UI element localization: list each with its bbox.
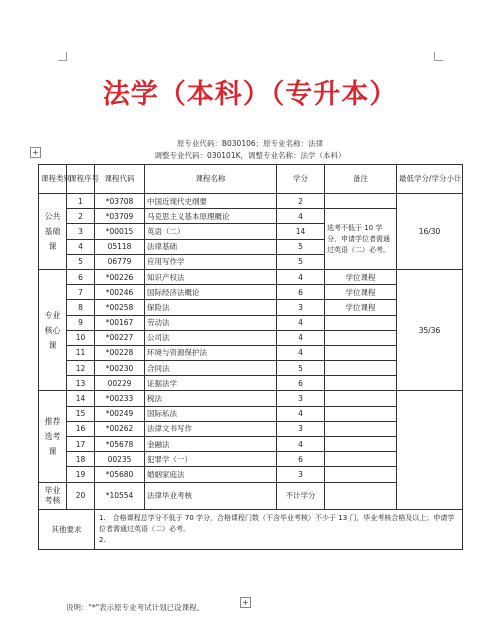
table-row: 12 *00230 合同法 5 [39, 361, 463, 376]
original-major-line: 原专业代码：B030106；原专业名称：法律 [176, 139, 324, 148]
table-row: 19 *05680 婚姻家庭法 3 [39, 467, 463, 482]
note-cell [325, 452, 397, 467]
table-header-row [39, 165, 463, 194]
header-min-credit: 最低学分/学分小计 [397, 165, 463, 194]
table-row: 4 05118 法律基础 5 [39, 239, 463, 254]
adjusted-major-line: 调整专业代码：030101K，调整专业名称：法学（本科） [154, 151, 346, 160]
header-credit: 学分 [277, 165, 325, 194]
table-row: 16 *00262 法律文书写作 3 [39, 421, 463, 436]
public-course-note: 选考不低于 10 学分，申请学位者需通过英语（二）必考。 [325, 209, 397, 270]
table-row: 推荐选考课 14 *00233 税法 3 [39, 391, 463, 406]
note-cell [325, 406, 397, 421]
table-row: 15 *00249 国际私法 4 [39, 406, 463, 421]
header-name: 课程名称 [145, 165, 277, 194]
note-cell [325, 482, 397, 509]
table-row: 5 06779 应用写作学 5 [39, 254, 463, 269]
table-resize-handle-icon[interactable]: + [240, 597, 251, 608]
table-row: 毕业考核 20 *10554 法律毕业考核 不计学分 [39, 482, 463, 509]
table-row: 7 *00246 国际经济法概论 6 学位课程 [39, 285, 463, 300]
table-move-handle-icon[interactable]: + [30, 147, 41, 158]
course-plan-table [38, 164, 463, 550]
other-requirements-content [95, 509, 463, 549]
table-row: 8 *00258 保险法 3 学位课程 [39, 300, 463, 315]
requirement-item-1: 1. 合格课程总学分不低于 70 学分，合格课程门数（不含毕业考核）不少于 13 门，毕业考核合格及以上；申请学位者需通过英语（二）必考。 [99, 513, 455, 533]
table-row: 公共基础课 1 *03708 中国近现代史纲要 2 16/30 [39, 194, 463, 209]
note-cell [325, 345, 397, 360]
header-category: 课程类别 [39, 165, 67, 194]
table-row: 11 *00228 环境与资源保护法 4 [39, 345, 463, 360]
requirement-item-2: 2. [99, 535, 106, 544]
note-cell [325, 437, 397, 452]
other-requirements-label: 其他要求 [39, 509, 95, 549]
category-cell: 专业核心课 [39, 269, 67, 391]
min-credit-cell [397, 391, 463, 509]
table-row: 专业核心课 6 *00226 知识产权法 4 学位课程 35/36 [39, 269, 463, 284]
note-cell: 学位课程 [325, 269, 397, 284]
min-credit-cell: 35/36 [397, 269, 463, 391]
table-row: 3 *00015 英语（二） 14 [39, 224, 463, 239]
table-row: 2 *03709 马克思主义基本原理概论 4 选考不低于 10 学分，申请学位者需通过英语（二）必考。 [39, 209, 463, 224]
table-row: 18 00235 犯罪学（一） 6 [39, 452, 463, 467]
page-corner-mark [58, 52, 67, 61]
footnote: 说明："*"表示原专业考试计划已设课程。 [66, 603, 205, 612]
table-row: 17 *05678 金融法 4 [39, 437, 463, 452]
header-note: 备注 [325, 165, 397, 194]
note-cell: 学位课程 [325, 300, 397, 315]
note-cell [325, 391, 397, 406]
note-cell [325, 421, 397, 436]
table-row: 13 00229 证据法学 6 [39, 376, 463, 391]
table-row: 10 *00227 公司法 4 [39, 330, 463, 345]
other-requirements-row [39, 509, 463, 549]
table-row: 9 *00167 劳动法 4 [39, 315, 463, 330]
note-cell [325, 194, 397, 209]
note-cell [325, 330, 397, 345]
note-cell [325, 467, 397, 482]
page-corner-mark [434, 52, 443, 61]
note-cell [325, 376, 397, 391]
note-cell [325, 361, 397, 376]
header-seq: 课程序号 [67, 165, 95, 194]
min-credit-cell: 16/30 [397, 194, 463, 270]
note-cell: 学位课程 [325, 285, 397, 300]
category-cell: 公共基础课 [39, 194, 67, 270]
category-cell: 毕业考核 [39, 482, 67, 509]
document-title: 法学（本科）（专升本） [102, 79, 398, 110]
header-code: 课程代码 [95, 165, 145, 194]
note-cell [325, 315, 397, 330]
category-cell: 推荐选考课 [39, 391, 67, 482]
